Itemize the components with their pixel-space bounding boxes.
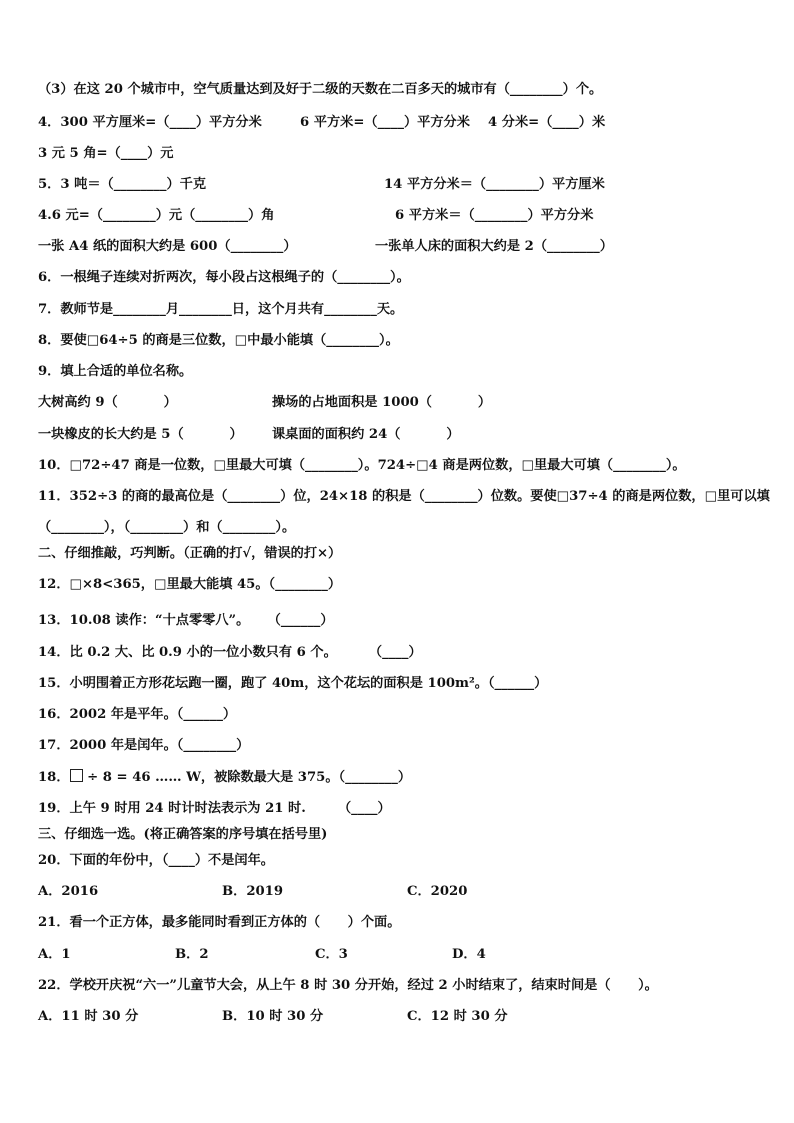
q9-part1: 大树高约 9（ ） <box>38 395 177 410</box>
q18-body: ÷ 8 = 46 …… W，被除数最大是 375。（________） <box>87 770 412 785</box>
q21-option-b: B．2 <box>175 947 209 962</box>
q20-option-a: A．2016 <box>38 884 99 899</box>
q21-option-d: D．4 <box>452 947 486 962</box>
q14-text: 14．比 0.2 大、比 0.9 小的一位小数只有 6 个。 （____） <box>38 645 422 660</box>
q22-text: 22．学校开庆祝“六一”儿童节大会，从上午 8 时 30 分开始，经过 2 小时结束了，结束时间是（ ）。 <box>38 978 658 993</box>
q13-text: 13．10.08 读作：“十点零零八”。 （______） <box>38 613 334 628</box>
q5-part1: 5．3 吨＝（________）千克 <box>38 177 207 192</box>
q6-text: 6．一根绳子连续对折两次，每小段占这根绳子的（________）。 <box>38 270 410 285</box>
q11-text-cont: （________），（________）和（________）。 <box>38 520 296 535</box>
q5-part5: 一张 A4 纸的面积大约是 600（________） <box>38 239 297 254</box>
q7-text: 7．教师节是________月________日，这个月共有________天。 <box>38 302 404 317</box>
q17-text: 17．2000 年是闰年。（________） <box>38 738 250 753</box>
q22-option-a: A．11 时 30 分 <box>38 1009 139 1024</box>
q9-part2: 操场的占地面积是 1000（ ） <box>272 395 492 410</box>
q21-option-a: A．1 <box>38 947 71 962</box>
q9-part4: 课桌面的面积约 24（ ） <box>272 427 460 442</box>
q10-text: 10．□72÷47 商是一位数，□里最大可填（________）。724÷□4 商是两位数，□里最大可填（________）。 <box>38 458 686 473</box>
q5-part6: 一张单人床的面积大约是 2（________） <box>375 239 613 254</box>
q21-option-c: C．3 <box>315 947 348 962</box>
q19-text: 19．上午 9 时用 24 时计时法表示为 21 时. （____） <box>38 801 391 816</box>
q4-part4: 3 元 5 角=（____）元 <box>38 146 174 161</box>
q11-text: 11．352÷3 的商的最高位是（________）位，24×18 的积是（________）位数。要使□37÷4 的商是两位数，□里可以填 <box>38 489 770 504</box>
q20-text: 20．下面的年份中，（____）不是闰年。 <box>38 853 274 868</box>
q18-number: 18． <box>38 770 70 785</box>
q4-part3: 4 分米=（____）米 <box>488 115 606 130</box>
q21-text: 21．看一个正方体，最多能同时看到正方体的（ ）个面。 <box>38 915 401 930</box>
q16-text: 16．2002 年是平年。（______） <box>38 707 237 722</box>
blank-square-icon <box>70 769 83 782</box>
q15-text: 15．小明围着正方形花坛跑一圈，跑了 40m，这个花坛的面积是 100m²。（______） <box>38 676 548 691</box>
q4-part2: 6 平方米=（____）平方分米 <box>300 115 470 130</box>
q4-part1: 4．300 平方厘米=（____）平方分米 <box>38 115 262 130</box>
q8-text: 8．要使□64÷5 的商是三位数，□中最小能填（________）。 <box>38 333 399 348</box>
q22-option-c: C．12 时 30 分 <box>407 1009 508 1024</box>
q3-text: （3）在这 20 个城市中，空气质量达到及好于二级的天数在二百多天的城市有（________）个。 <box>38 82 603 97</box>
q18-text <box>38 769 411 787</box>
q9-part3: 一块橡皮的长大约是 5（ ） <box>38 427 243 442</box>
q20-option-b: B．2019 <box>222 884 284 899</box>
q5-part3: 4.6 元=（________）元（________）角 <box>38 208 275 223</box>
section-2-heading: 二、仔细推敲，巧判断。（正确的打√，错误的打×） <box>38 546 342 561</box>
q5-part4: 6 平方米＝（________）平方分米 <box>395 208 594 223</box>
q20-option-c: C．2020 <box>407 884 468 899</box>
q9-text: 9．填上合适的单位名称。 <box>38 364 193 379</box>
q12-text: 12．□×8<365，□里最大能填 45。（________） <box>38 577 342 592</box>
q5-part2: 14 平方分米＝（________）平方厘米 <box>384 177 605 192</box>
section-3-heading: 三、仔细选一选。(将正确答案的序号填在括号里) <box>38 827 328 842</box>
q22-option-b: B．10 时 30 分 <box>222 1009 324 1024</box>
